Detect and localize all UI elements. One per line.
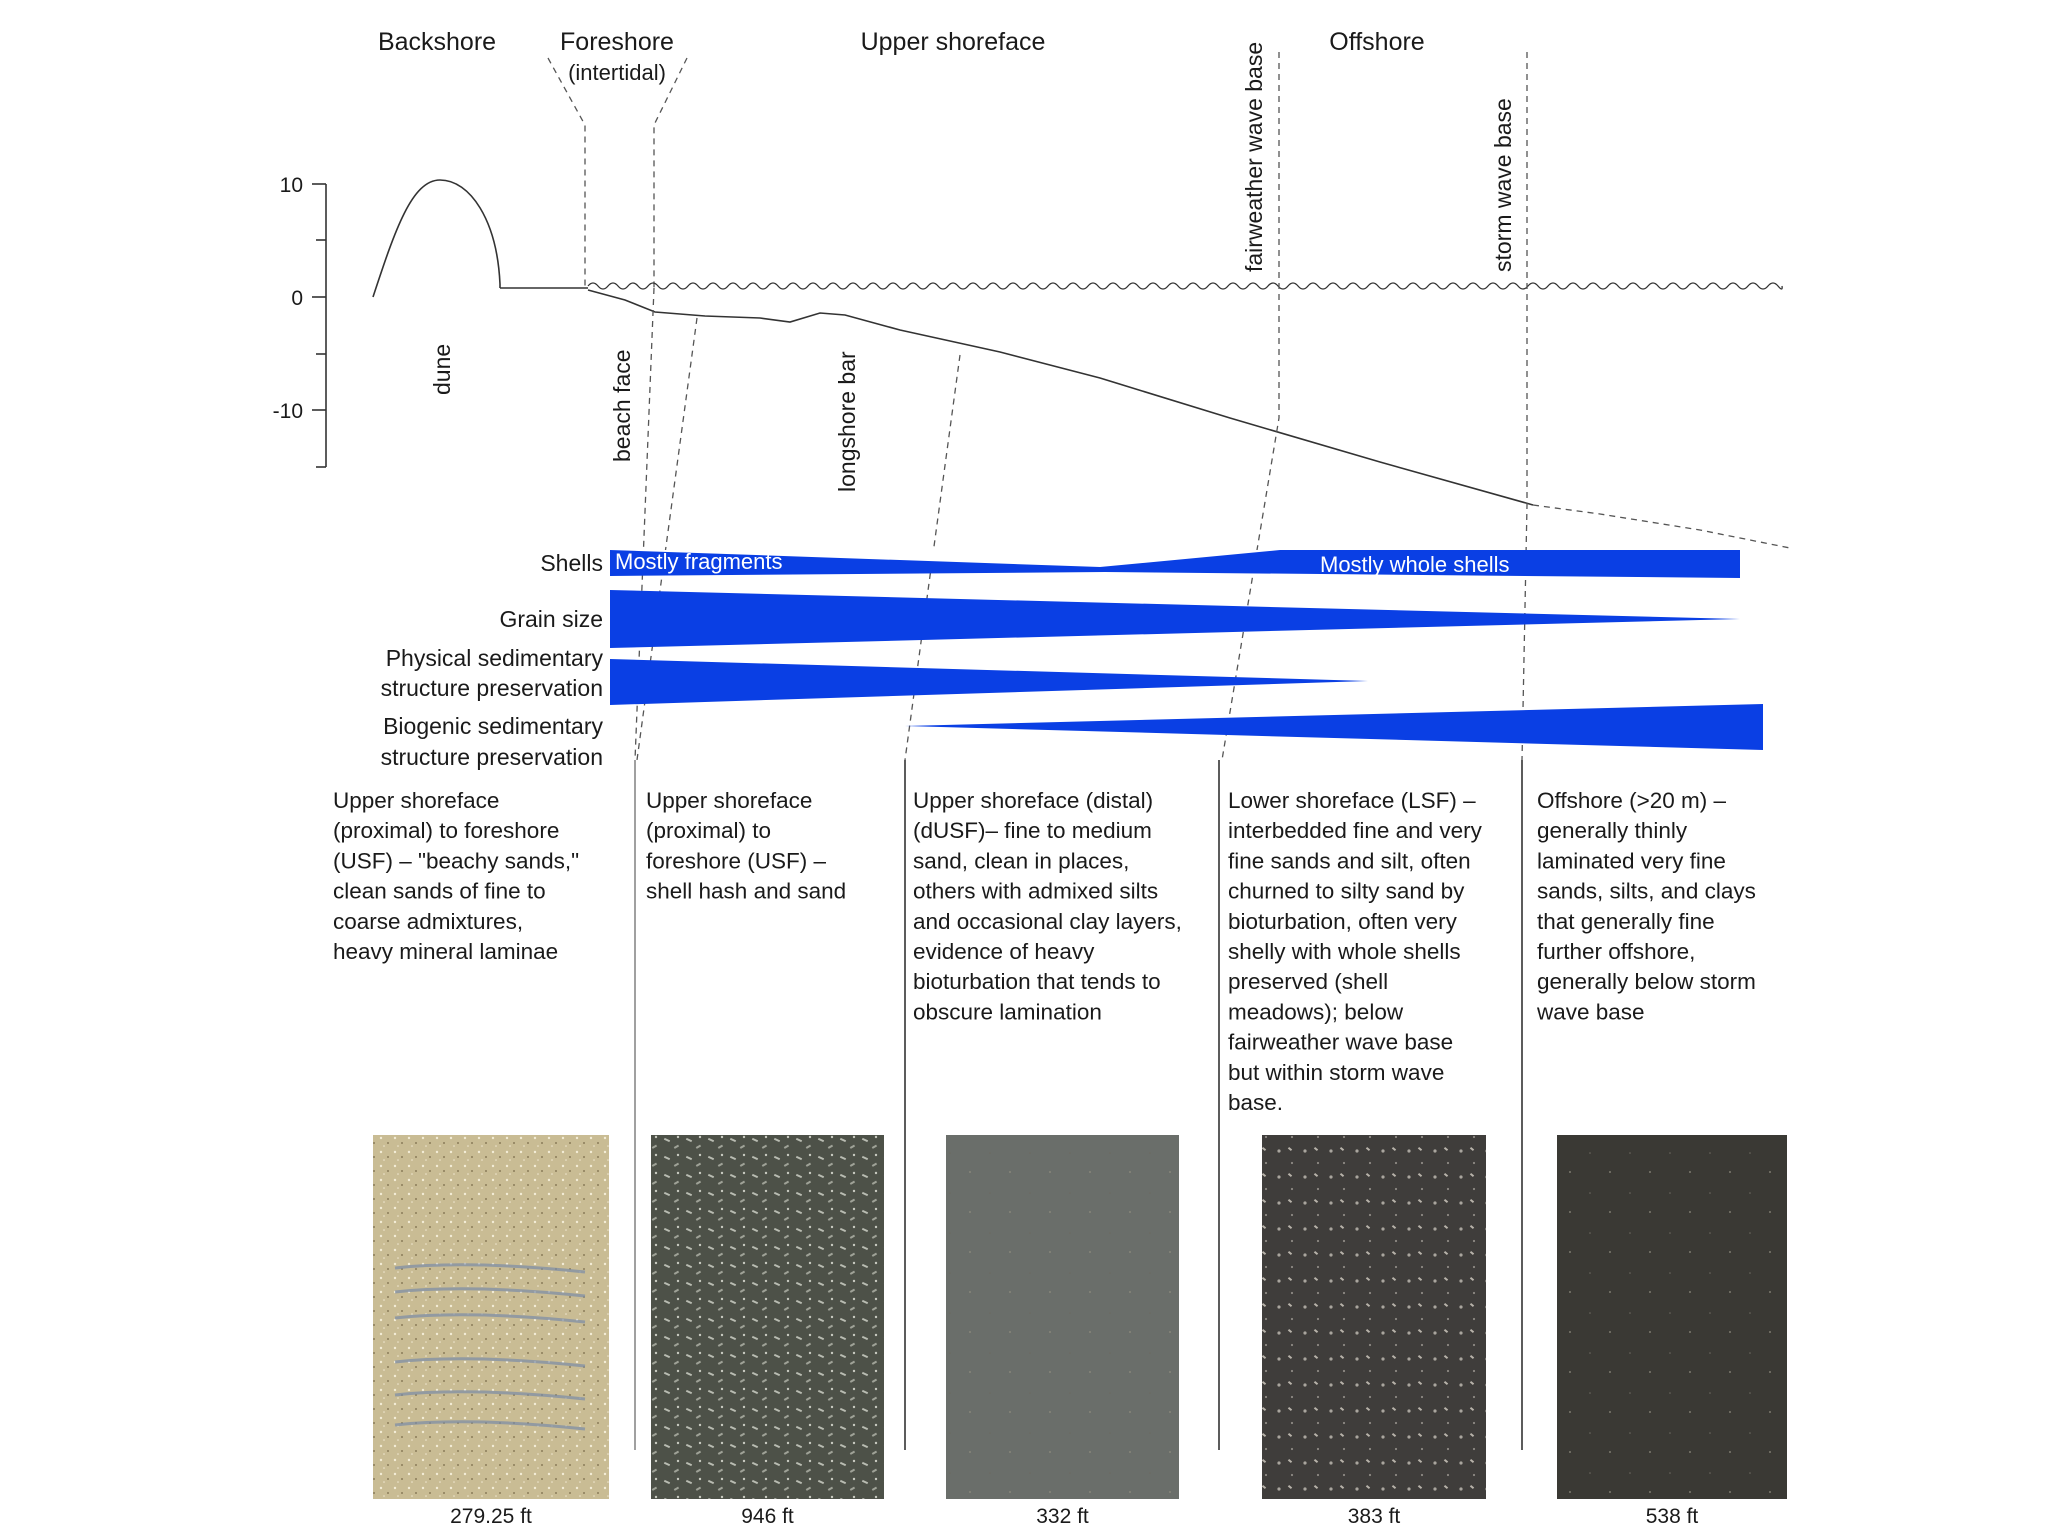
facies-description-line: bioturbation, often very [1228, 908, 1457, 934]
dune-profile [373, 180, 500, 297]
sea-surface [588, 283, 1782, 289]
facies-description-line: evidence of heavy [913, 939, 1095, 964]
facies-description-line: churned to silty sand by [1228, 878, 1465, 904]
facies-description-line: laminated very fine [1537, 848, 1726, 874]
beach-face-label: beach face [609, 349, 635, 462]
core-depth-label: 279.25 ft [450, 1505, 532, 1528]
facies-description-line: clean sands of fine to [333, 878, 546, 904]
core-depth-label: 538 ft [1645, 1505, 1699, 1528]
facies-description-line: Offshore (>20 m) – [1537, 788, 1727, 813]
core-photo [1262, 1135, 1486, 1499]
facies-description-line: generally thinly [1537, 818, 1688, 844]
core-depth-label: 332 ft [1036, 1505, 1089, 1528]
facies-description-line: interbedded fine and very [1228, 818, 1482, 844]
facies-description-line: Lower shoreface (LSF) – [1228, 788, 1476, 813]
facies-description-line: (proximal) to [646, 818, 772, 844]
facies-description-line: preserved (shell [1228, 969, 1389, 995]
elevation-axis [273, 174, 326, 467]
facies-description-line: further offshore, [1537, 939, 1696, 964]
physical-structure-label-1: Physical sedimentary [385, 645, 603, 671]
facies-description-line: (dUSF)– fine to medium [913, 818, 1152, 844]
core-photo [1557, 1135, 1787, 1499]
foreshore-funnel-right [654, 58, 687, 288]
biogenic-structure-label-1: Biogenic sedimentary [383, 713, 603, 739]
facies-description-line: (USF) – "beachy sands," [333, 848, 580, 874]
facies-description-line: foreshore (USF) – [646, 848, 827, 874]
axis-tick-0: 0 [291, 287, 303, 310]
facies-description-line: fairweather wave base [1228, 1029, 1454, 1055]
axis-tick-minus-10: -10 [272, 400, 303, 423]
facies-description-line: and occasional clay layers, [913, 908, 1182, 934]
facies-description-line: base. [1228, 1090, 1284, 1115]
physical-structure-bar [610, 659, 1368, 705]
zone-foreshore: Foreshore [560, 28, 674, 56]
zone-offshore: Offshore [1329, 28, 1425, 56]
core-photo [651, 1135, 884, 1499]
facies-description-line: that generally fine [1537, 908, 1715, 934]
shells-fragments-text: Mostly fragments [615, 549, 783, 574]
longshore-bar-label: longshore bar [834, 351, 860, 492]
shells-label: Shells [540, 550, 603, 576]
core-depth-label: 383 ft [1347, 1505, 1401, 1528]
facies-description-line: (proximal) to foreshore [333, 818, 560, 844]
zone-intertidal: (intertidal) [568, 60, 666, 85]
foreshore-funnel-left [548, 58, 585, 288]
seafloor-profile-dashed [1533, 505, 1790, 548]
fairweather-wave-base-label: fairweather wave base [1241, 41, 1267, 272]
facies-description-line: shell hash and sand [646, 878, 847, 904]
core-photo [946, 1135, 1179, 1499]
axis-tick-10: 10 [279, 174, 303, 197]
facies-description-line: wave base [1537, 999, 1645, 1025]
facies-description-line: sands, silts, and clays [1537, 878, 1756, 904]
grain-size-label: Grain size [499, 606, 603, 632]
biogenic-structure-bar [905, 704, 1763, 750]
zone-backshore: Backshore [377, 28, 497, 56]
core-depth-label: 946 ft [741, 1505, 794, 1528]
facies-description-line: generally below storm [1537, 969, 1756, 995]
facies-description-line: meadows); below [1228, 999, 1404, 1025]
grain-size-bar [610, 590, 1740, 648]
shells-whole-text: Mostly whole shells [1320, 552, 1510, 577]
facies-description-line: but within storm wave [1228, 1059, 1445, 1085]
facies-description-line: bioturbation that tends to [913, 969, 1161, 995]
facies-columns [333, 788, 1787, 1528]
biogenic-structure-label-2: structure preservation [380, 744, 603, 770]
physical-structure-label-2: structure preservation [380, 675, 603, 701]
facies-description-line: heavy mineral laminae [333, 939, 559, 964]
facies-description-line: Upper shoreface (distal) [913, 788, 1154, 813]
facies-description-line: coarse admixtures, [333, 908, 524, 934]
facies-description-line: Upper shoreface [333, 788, 500, 813]
facies-description-line: obscure lamination [913, 999, 1102, 1025]
facies-description-line: fine sands and silt, often [1228, 848, 1471, 874]
boundary-storm [1522, 52, 1527, 760]
facies-description-line: sand, clean in places, [913, 848, 1130, 874]
seafloor-profile [588, 290, 1533, 505]
facies-description-line: others with admixed silts [913, 878, 1159, 904]
zone-upper-shoreface: Upper shoreface [860, 28, 1046, 56]
facies-description-line: shelly with whole shells [1228, 939, 1461, 964]
dune-label: dune [429, 343, 455, 395]
storm-wave-base-label: storm wave base [1490, 98, 1516, 272]
facies-description-line: Upper shoreface [646, 788, 813, 813]
